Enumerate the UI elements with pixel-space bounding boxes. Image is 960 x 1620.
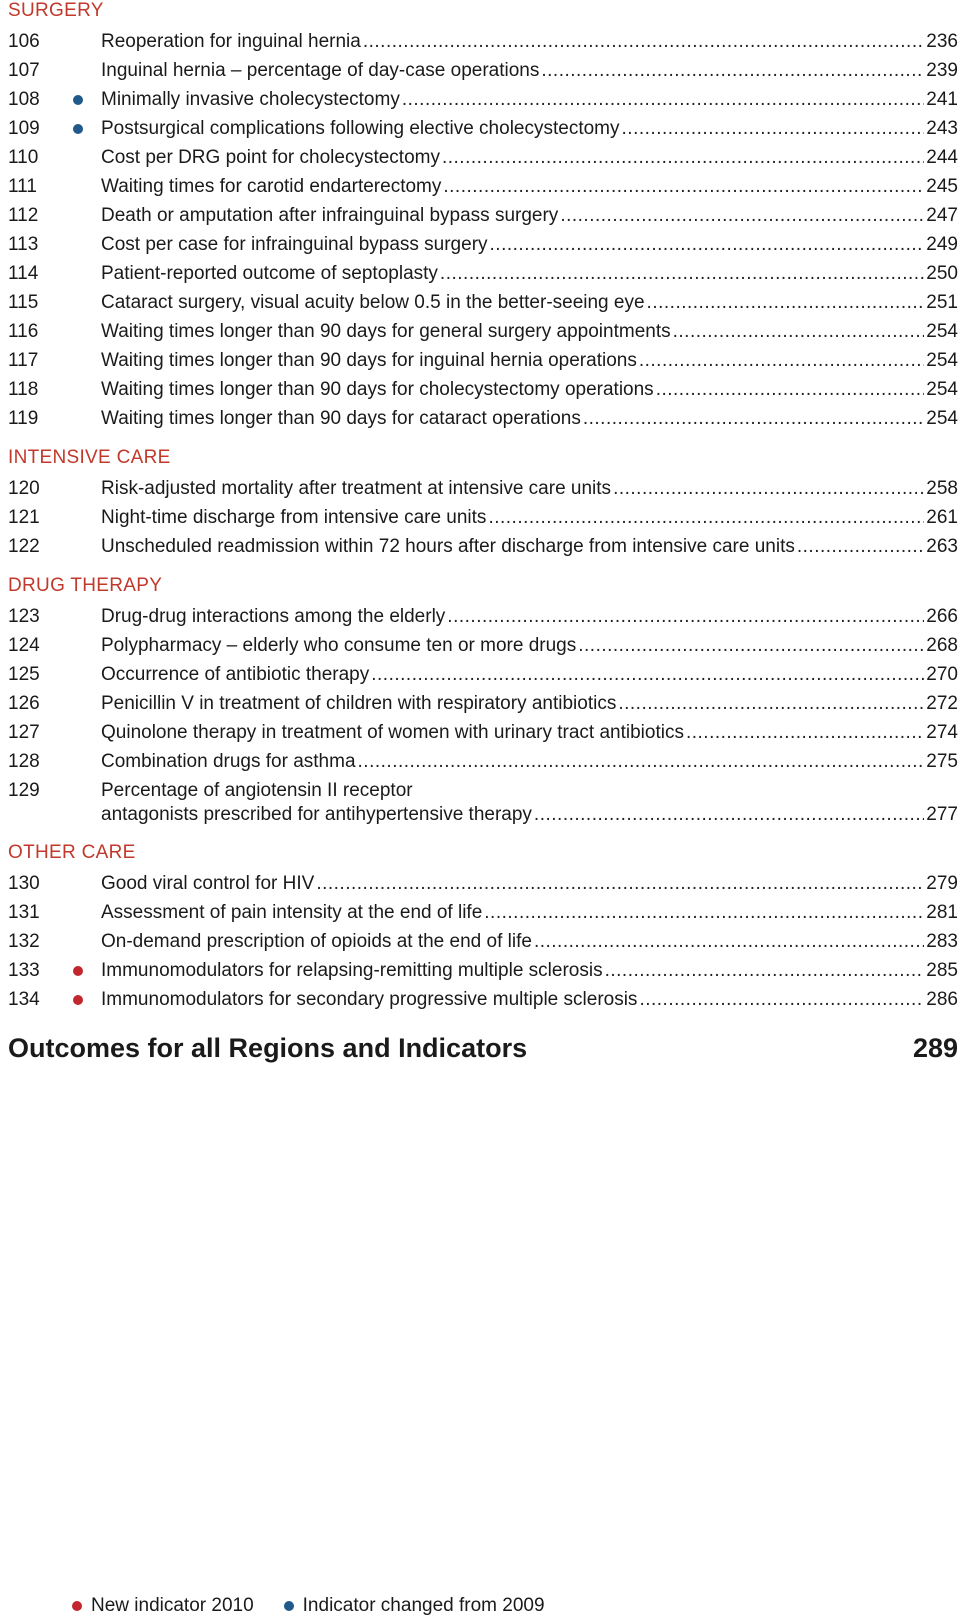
toc-entry[interactable] [8, 346, 958, 375]
entry-title: Cost per case for infrainguinal bypass surgery [101, 234, 488, 255]
page-number: 263 [926, 536, 958, 557]
indicator-number: 110 [8, 147, 39, 168]
dot-leader [371, 660, 924, 689]
entry-title: Polypharmacy – elderly who consume ten or more drugs [101, 635, 577, 656]
toc-entry[interactable] [8, 259, 958, 288]
indicator-number: 120 [8, 478, 40, 499]
entry-title: Cataract surgery, visual acuity below 0.5 in the better-seeing eye [101, 292, 645, 313]
dot-leader [583, 404, 924, 433]
page-number: 266 [926, 606, 958, 627]
toc-entry[interactable] [8, 201, 958, 230]
page-number: 272 [926, 693, 958, 714]
toc-entry[interactable] [8, 985, 958, 1014]
entry-title: Patient-reported outcome of septoplasty [101, 263, 438, 284]
red-dot-icon [73, 995, 83, 1005]
entry-line [101, 230, 958, 259]
dot-leader [363, 27, 924, 56]
entry-line [101, 288, 958, 317]
entry-title: Night-time discharge from intensive care units [101, 507, 487, 528]
entry-title: Penicillin V in treatment of children with respiratory antibiotics [101, 693, 617, 714]
dot-leader [686, 718, 924, 747]
entry-title: Occurrence of antibiotic therapy [101, 664, 370, 685]
toc-section [8, 575, 958, 828]
toc-entry[interactable] [8, 898, 958, 927]
toc-entry[interactable] [8, 404, 958, 433]
dot-leader [358, 747, 925, 776]
toc-entry[interactable] [8, 747, 958, 776]
section-heading: INTENSIVE CARE [8, 447, 171, 468]
entry-line [101, 800, 958, 829]
dot-leader [534, 927, 924, 956]
section-heading: DRUG THERAPY [8, 575, 163, 596]
indicator-number: 114 [8, 263, 39, 284]
indicator-number: 129 [8, 780, 40, 801]
toc-entry[interactable] [8, 689, 958, 718]
indicator-number: 125 [8, 664, 40, 685]
toc-entry[interactable] [8, 230, 958, 259]
toc-entry[interactable] [8, 631, 958, 660]
page-number: 236 [926, 31, 958, 52]
indicator-number: 117 [8, 350, 39, 371]
dot-leader [316, 869, 924, 898]
indicator-number: 113 [8, 234, 39, 255]
entry-line [101, 532, 958, 561]
blue-dot-icon [73, 95, 83, 105]
indicator-number: 133 [8, 960, 40, 981]
dot-leader [639, 346, 924, 375]
outcomes-page-number: 289 [912, 1033, 958, 1063]
page-number: 247 [926, 205, 958, 226]
red-dot-icon [72, 1601, 82, 1611]
dot-leader [578, 631, 924, 660]
indicator-number: 112 [8, 205, 39, 226]
dot-leader [447, 602, 924, 631]
page-number: 283 [926, 931, 958, 952]
entry-title: Death or amputation after infrainguinal bypass surgery [101, 205, 559, 226]
indicator-number: 108 [8, 89, 40, 110]
page-number: 254 [926, 350, 958, 371]
entry-line [101, 631, 958, 660]
indicator-number: 106 [8, 31, 40, 52]
entry-title: Quinolone therapy in treatment of women with urinary tract antibiotics [101, 722, 684, 743]
page-number: 281 [926, 902, 958, 923]
dot-leader [618, 689, 924, 718]
entry-title: Waiting times longer than 90 days for general surgery appointments [101, 321, 671, 342]
toc-section [8, 447, 958, 561]
entry-line [101, 201, 958, 230]
page-number: 243 [926, 118, 958, 139]
indicator-number: 118 [8, 379, 39, 400]
entry-title: Drug-drug interactions among the elderly [101, 606, 446, 627]
entry-title: Immunomodulators for secondary progressive multiple sclerosis [101, 989, 638, 1010]
entry-title: Unscheduled readmission within 72 hours after discharge from intensive care units [101, 536, 795, 557]
indicator-number: 115 [8, 292, 39, 313]
indicator-number: 121 [8, 507, 40, 528]
entry-line [101, 56, 958, 85]
page-number: 268 [926, 635, 958, 656]
page-number: 254 [926, 379, 958, 400]
outcomes-entry[interactable] [8, 1028, 958, 1068]
indicator-number: 124 [8, 635, 40, 656]
toc-entry[interactable] [8, 718, 958, 747]
dot-leader [605, 956, 925, 985]
entry-title: Minimally invasive cholecystectomy [101, 89, 400, 110]
dot-leader [656, 375, 925, 404]
entry-title: Cost per DRG point for cholecystectomy [101, 147, 440, 168]
page-number: 239 [926, 60, 958, 81]
entry-line [101, 927, 958, 956]
entry-title-continued: antagonists prescribed for antihypertensive therapy [101, 804, 532, 825]
indicator-number: 134 [8, 989, 40, 1010]
dot-leader [440, 259, 924, 288]
toc-sections [8, 0, 958, 1014]
entry-line [101, 317, 958, 346]
toc-entry[interactable] [8, 288, 958, 317]
page-number: 251 [926, 292, 958, 313]
page-number: 249 [926, 234, 958, 255]
blue-dot-icon [284, 1601, 294, 1611]
page-number: 254 [926, 321, 958, 342]
entry-line [101, 956, 958, 985]
entry-title: Percentage of angiotensin II receptor [101, 780, 413, 801]
toc-entry[interactable] [8, 85, 958, 114]
entry-line [101, 404, 958, 433]
entry-line [101, 259, 958, 288]
entry-title: On-demand prescription of opioids at the end of life [101, 931, 532, 952]
indicator-number: 107 [8, 60, 40, 81]
entry-line [101, 718, 958, 747]
page-number: 270 [926, 664, 958, 685]
dot-leader [673, 317, 925, 346]
toc-entry[interactable] [8, 869, 958, 898]
indicator-number: 119 [8, 408, 39, 429]
entry-line [101, 143, 958, 172]
dot-leader [484, 898, 924, 927]
indicator-number: 116 [8, 321, 39, 342]
entry-line [101, 747, 958, 776]
entry-line [101, 474, 958, 503]
dot-leader [442, 143, 924, 172]
indicator-number: 128 [8, 751, 40, 772]
toc-entry[interactable] [8, 143, 958, 172]
indicator-number: 127 [8, 722, 40, 743]
indicator-number: 131 [8, 902, 40, 923]
dot-leader [647, 288, 925, 317]
blue-dot-icon [73, 124, 83, 134]
toc-entry[interactable] [8, 114, 958, 143]
legend-changed-label: Indicator changed from 2009 [302, 1595, 545, 1616]
dot-leader [622, 114, 925, 143]
entry-line [101, 869, 958, 898]
page-number: 285 [926, 960, 958, 981]
page-number: 244 [926, 147, 958, 168]
page-number: 245 [926, 176, 958, 197]
section-heading: OTHER CARE [8, 842, 136, 863]
entry-line [101, 27, 958, 56]
entry-line [101, 660, 958, 689]
toc-entry[interactable] [8, 317, 958, 346]
indicator-number: 123 [8, 606, 40, 627]
toc-page [8, 0, 958, 1068]
entry-title: Waiting times longer than 90 days for cholecystectomy operations [101, 379, 654, 400]
dot-leader [797, 532, 924, 561]
section-heading: SURGERY [8, 0, 104, 21]
entry-title: Risk-adjusted mortality after treatment at intensive care units [101, 478, 612, 499]
entry-title: Waiting times longer than 90 days for cataract operations [101, 408, 581, 429]
page-number: 286 [926, 989, 958, 1010]
entry-title: Postsurgical complications following elective cholecystectomy [101, 118, 620, 139]
toc-entry[interactable] [8, 956, 958, 985]
indicator-number: 130 [8, 873, 40, 894]
toc-section [8, 0, 958, 433]
entry-line [101, 985, 958, 1014]
indicator-number: 111 [8, 176, 37, 197]
entry-line [101, 503, 958, 532]
legend [72, 1594, 575, 1618]
dot-leader [541, 56, 924, 85]
entry-line [101, 602, 958, 631]
entry-title: Good viral control for HIV [101, 873, 315, 894]
toc-entry[interactable] [8, 927, 958, 956]
entry-title: Waiting times longer than 90 days for inguinal hernia operations [101, 350, 637, 371]
page-number: 274 [926, 722, 958, 743]
entry-title: Waiting times for carotid endarterectomy [101, 176, 442, 197]
entry-title: Reoperation for inguinal hernia [101, 31, 361, 52]
entry-title: Assessment of pain intensity at the end of life [101, 902, 483, 923]
entry-title: Immunomodulators for relapsing-remitting multiple sclerosis [101, 960, 603, 981]
entry-line [101, 375, 958, 404]
page-number: 275 [926, 751, 958, 772]
indicator-number: 122 [8, 536, 40, 557]
legend-item-changed [284, 1594, 545, 1618]
page-number: 258 [926, 478, 958, 499]
indicator-number: 109 [8, 118, 40, 139]
entry-title: Combination drugs for asthma [101, 751, 356, 772]
indicator-number: 132 [8, 931, 40, 952]
dot-leader [639, 985, 924, 1014]
page-number: 277 [926, 804, 958, 825]
entry-line [101, 114, 958, 143]
toc-section [8, 842, 958, 1014]
dot-leader [560, 201, 924, 230]
toc-entry[interactable] [8, 503, 958, 532]
toc-entry[interactable] [8, 27, 958, 56]
entry-line [101, 346, 958, 375]
toc-entry[interactable] [8, 172, 958, 201]
dot-leader [488, 503, 924, 532]
red-dot-icon [73, 966, 83, 976]
page-number: 254 [926, 408, 958, 429]
toc-entry[interactable] [8, 532, 958, 561]
toc-entry[interactable] [8, 660, 958, 689]
page-number: 261 [926, 507, 958, 528]
dot-leader [443, 172, 924, 201]
indicator-number: 126 [8, 693, 40, 714]
toc-entry[interactable] [8, 776, 958, 828]
toc-entry[interactable] [8, 375, 958, 404]
entry-line [101, 85, 958, 114]
entry-line [101, 898, 958, 927]
dot-leader [534, 800, 924, 829]
toc-entry[interactable] [8, 602, 958, 631]
entry-title: Inguinal hernia – percentage of day-case operations [101, 60, 540, 81]
page-number: 241 [926, 89, 958, 110]
legend-item-new [72, 1594, 254, 1618]
page-number: 279 [926, 873, 958, 894]
dot-leader [613, 474, 924, 503]
entry-line [101, 172, 958, 201]
toc-entry[interactable] [8, 56, 958, 85]
outcomes-label: Outcomes for all Regions and Indicators [8, 1033, 528, 1063]
toc-entry[interactable] [8, 474, 958, 503]
legend-new-label: New indicator 2010 [91, 1595, 254, 1616]
page-number: 250 [926, 263, 958, 284]
dot-leader [402, 85, 924, 114]
entry-line [101, 689, 958, 718]
dot-leader [490, 230, 925, 259]
